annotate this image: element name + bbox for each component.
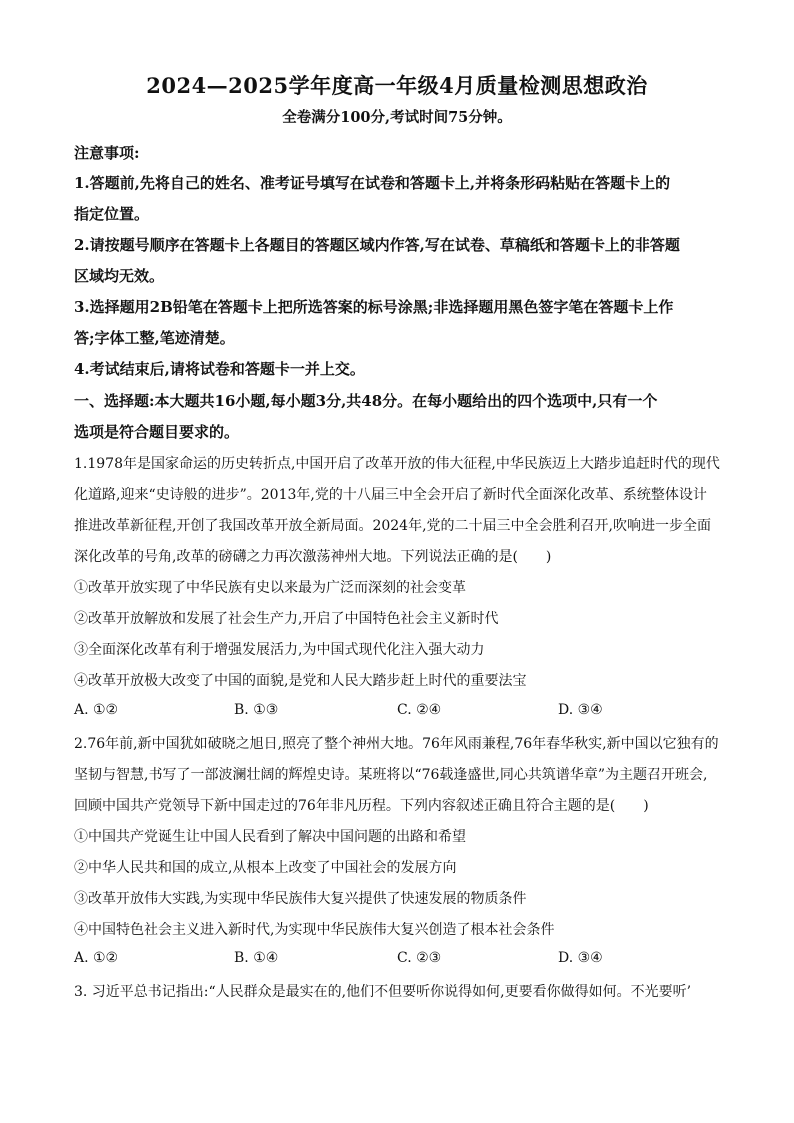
notice-item-4: 4.考试结束后,请将试卷和答题卡一并上交。: [74, 360, 365, 378]
q2-option-a: A. ①②: [74, 950, 119, 966]
q2-stem-line: 回顾中国共产党领导下新中国走过的76年非凡历程。下列内容叙述正确且符合主题的是( ): [74, 798, 649, 814]
q1-statement-3: ③全面深化改革有利于增强发展活力,为中国式现代化注入强大动力: [74, 642, 485, 658]
q1-stem-line: 化道路,迎来“史诗般的进步”。2013年,党的十八届三中全会开启了新时代全面深化改革、系统整体设计: [74, 487, 707, 503]
notice-item-1: 1.答题前,先将自己的姓名、准考证号填写在试卷和答题卡上,并将条形码粘贴在答题卡上的: [74, 174, 671, 192]
q2-stem-line: 2.76年前,新中国犹如破晓之旭日,照亮了整个神州大地。76年风雨兼程,76年春华秋实,新中国以它独有的: [74, 736, 719, 752]
q2-option-d: D. ③④: [558, 950, 603, 966]
notice-item-2: 2.请按题号顺序在答题卡上各题目的答题区域内作答,写在试卷、草稿纸和答题卡上的非答题: [74, 236, 680, 254]
notice-item-1-cont: 指定位置。: [74, 205, 150, 223]
q1-option-b: B. ①③: [234, 702, 279, 718]
q1-stem-line: 1.1978年是国家命运的历史转折点,中国开启了改革开放的伟大征程,中华民族迈上大踏步追赶时代的现代: [74, 456, 720, 472]
q1-stem-line: 推进改革新征程,开创了我国改革开放全新局面。2024年,党的二十届三中全会胜利召开,吹响进一步全面: [74, 518, 711, 534]
section-heading: 一、选择题:本大题共16小题,每小题3分,共48分。在每小题给出的四个选项中,只有一个: [74, 392, 658, 410]
q2-statement-4: ④中国特色社会主义进入新时代,为实现中华民族伟大复兴创造了根本社会条件: [74, 922, 555, 938]
q3-stem-line: 3. 习近平总书记指出:“人民群众是最实在的,他们不但要听你说得如何,更要看你做得如何。不光要听’: [74, 984, 692, 1000]
q1-option-d: D. ③④: [558, 702, 603, 718]
notice-item-3: 3.选择题用2B铅笔在答题卡上把所选答案的标号涂黑;非选择题用黑色签字笔在答题卡上作: [74, 298, 674, 316]
q2-statement-2: ②中华人民共和国的成立,从根本上改变了中国社会的发展方向: [74, 860, 457, 876]
q2-stem-line: 坚韧与智慧,书写了一部波澜壮阔的辉煌史诗。某班将以“76载逢盛世,同心共筑谱华章”为主题召开班会,: [74, 767, 708, 783]
section-heading-cont: 选项是符合题目要求的。: [74, 423, 240, 441]
q2-statement-1: ①中国共产党诞生让中国人民看到了解决中国问题的出路和希望: [74, 829, 466, 845]
exam-subtitle: 全卷满分100分,考试时间75分钟。: [282, 109, 512, 126]
q2-option-b: B. ①④: [234, 950, 279, 966]
notice-item-3-cont: 答;字体工整,笔迹清楚。: [74, 329, 235, 347]
q2-option-c: C. ②③: [397, 950, 442, 966]
q1-option-c: C. ②④: [397, 702, 442, 718]
q2-statement-3: ③改革开放伟大实践,为实现中华民族伟大复兴提供了快速发展的物质条件: [74, 891, 527, 907]
q1-statement-4: ④改革开放极大改变了中国的面貌,是党和人民大踏步赶上时代的重要法宝: [74, 673, 527, 689]
q1-statement-1: ①改革开放实现了中华民族有史以来最为广泛而深刻的社会变革: [74, 580, 466, 596]
notice-heading: 注意事项:: [74, 144, 140, 162]
notice-item-2-cont: 区域均无效。: [74, 267, 165, 285]
exam-title: 2024—2025学年度高一年级4月质量检测思想政治: [146, 73, 648, 98]
q1-option-a: A. ①②: [74, 702, 119, 718]
q1-stem-line: 深化改革的号角,改革的磅礴之力再次激荡神州大地。下列说法正确的是( ): [74, 549, 552, 565]
q1-statement-2: ②改革开放解放和发展了社会生产力,开启了中国特色社会主义新时代: [74, 611, 499, 627]
